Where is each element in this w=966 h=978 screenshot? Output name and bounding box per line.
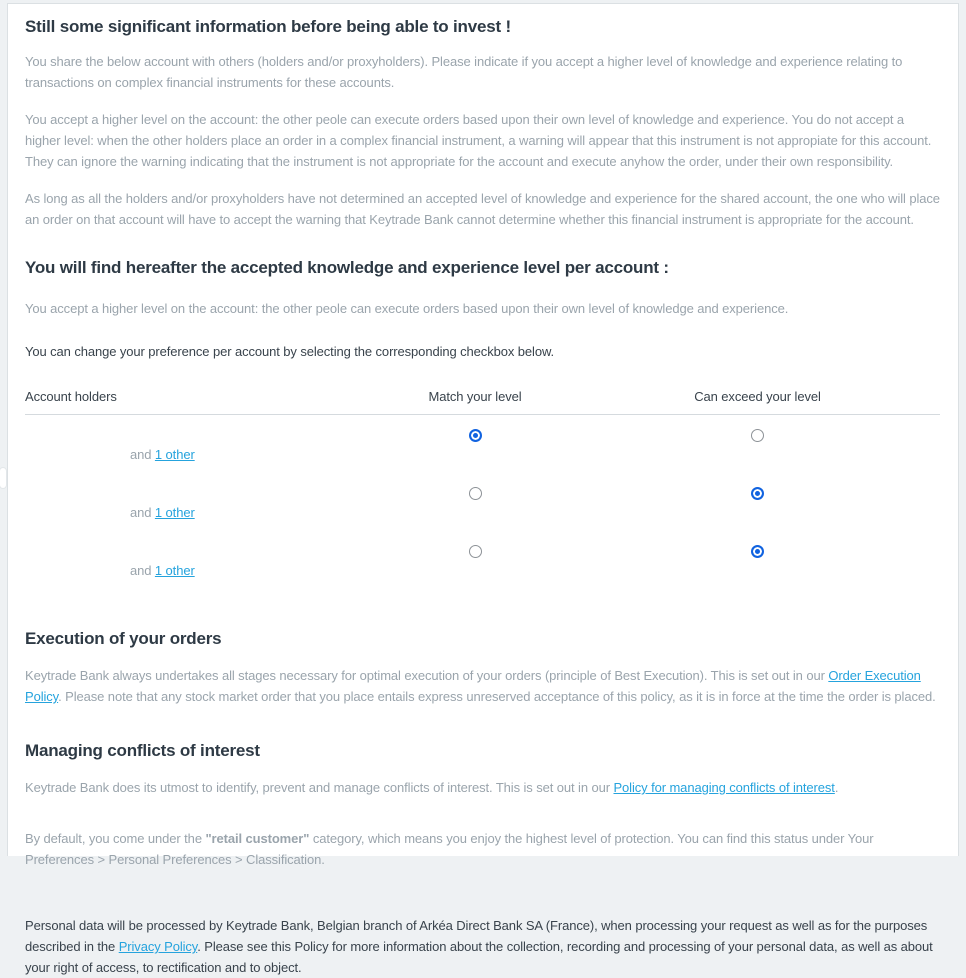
intro-paragraph-2: You accept a higher level on the account: the other peole can execute orders based upon their own level of knowledge and experience. You do not accept a higher level: when the other holders place an order in a complex financial instrument, a warning will appear that this instrument is not appropiate for this account. They can ignore the warning indicating that the instrument is not appropriate for the account and execute anyhow the order, under their own responsibility. bbox=[25, 112, 932, 169]
holder-more-link[interactable]: 1 other bbox=[154, 563, 195, 578]
left-edge-notch bbox=[0, 468, 6, 488]
classification-text-after: category, which means you enjoy the highest level of protection. You can find this status under Your Preferences > Personal Preferences > Classification. bbox=[25, 831, 874, 867]
retail-customer-bold: "retail customer" bbox=[205, 831, 310, 846]
account-holder-names bbox=[25, 485, 375, 505]
execution-paragraph bbox=[25, 665, 940, 707]
holder-more bbox=[130, 505, 375, 525]
conflicts-text-before: Keytrade Bank does its utmost to identify, prevent and manage conflicts of interest. This is set out in our bbox=[25, 780, 614, 795]
accounts-table bbox=[25, 388, 940, 583]
table-row bbox=[25, 543, 940, 583]
execution-text-before: Keytrade Bank always undertakes all stages necessary for optimal execution of your orders (principle of Best Execution). This is set out in our bbox=[25, 668, 829, 683]
privacy-policy-link[interactable]: Privacy Policy bbox=[118, 939, 198, 954]
table-row bbox=[25, 427, 940, 467]
radio-can-exceed-your-level[interactable] bbox=[751, 487, 764, 500]
table-header-divider bbox=[25, 414, 940, 415]
radio-can-exceed-your-level[interactable] bbox=[751, 429, 764, 442]
account-holder-names bbox=[25, 543, 375, 563]
privacy-text-before: Personal data will be processed by Keytrade Bank, Belgian branch of Arkéa Direct Bank SA (France), when processing your request as well as for the purposes described in the bbox=[25, 918, 928, 954]
conflicts-section-title: Managing conflicts of interest bbox=[25, 741, 260, 760]
column-header-match-your-level: Match your level bbox=[428, 389, 522, 404]
holder-and-label: and bbox=[130, 563, 155, 578]
order-execution-policy-link[interactable]: Order Execution Policy bbox=[25, 668, 921, 704]
conflicts-policy-link[interactable]: Policy for managing conflicts of interest bbox=[613, 780, 835, 795]
holder-more-link[interactable]: 1 other bbox=[154, 505, 195, 520]
holder-and-label: and bbox=[130, 447, 155, 462]
accounts-table-header bbox=[25, 388, 940, 414]
table-row bbox=[25, 485, 940, 525]
conflicts-text-after: . bbox=[834, 780, 839, 795]
conflicts-paragraph bbox=[25, 777, 940, 798]
radio-match-your-level[interactable] bbox=[469, 545, 482, 558]
page-title: Still some significant information before being able to invest ! bbox=[25, 17, 511, 36]
levels-instruction: You can change your preference per account by selecting the corresponding checkbox below. bbox=[25, 344, 555, 359]
content-card bbox=[7, 3, 959, 975]
levels-description: You accept a higher level on the account: the other peole can execute orders based upon their own level of knowledge and experience. bbox=[25, 301, 789, 316]
radio-match-your-level[interactable] bbox=[469, 487, 482, 500]
intro-paragraph-3: As long as all the holders and/or proxyholders have not determined an accepted level of knowledge and experience for the shared account, the one who will place an order on that account will have to accept the warning that Keytrade Bank cannot determine whether this financial instrument is appropriate for the account. bbox=[25, 191, 940, 227]
column-header-can-exceed-your-level: Can exceed your level bbox=[694, 389, 821, 404]
privacy-paragraph bbox=[25, 915, 940, 978]
holder-and-label: and bbox=[130, 505, 155, 520]
account-rows bbox=[25, 427, 940, 583]
holder-more bbox=[130, 447, 375, 467]
radio-match-your-level[interactable] bbox=[469, 429, 482, 442]
execution-section-title: Execution of your orders bbox=[25, 629, 222, 648]
holder-more-link[interactable]: 1 other bbox=[154, 447, 195, 462]
privacy-text-after: . Please see this Policy for more information about the collection, recording and processing of your personal data, as well as about your right of access, to rectification and to object. bbox=[25, 939, 933, 975]
intro-paragraph-1: You share the below account with others (holders and/or proxyholders). Please indicate if you accept a higher level of knowledge and experience relating to transactions on complex financial instruments for these accounts. bbox=[25, 54, 903, 90]
holder-more bbox=[130, 563, 375, 583]
classification-text-before: By default, you come under the bbox=[25, 831, 206, 846]
classification-paragraph bbox=[25, 828, 940, 870]
account-holder-names bbox=[25, 427, 375, 447]
column-header-account-holders: Account holders bbox=[25, 389, 117, 404]
radio-can-exceed-your-level[interactable] bbox=[751, 545, 764, 558]
execution-text-after: . Please note that any stock market order that you place entails express unreserved acceptance of this policy, as it is in force at the time the order is placed. bbox=[58, 689, 936, 704]
levels-section-title: You will find hereafter the accepted knowledge and experience level per account : bbox=[25, 258, 669, 277]
